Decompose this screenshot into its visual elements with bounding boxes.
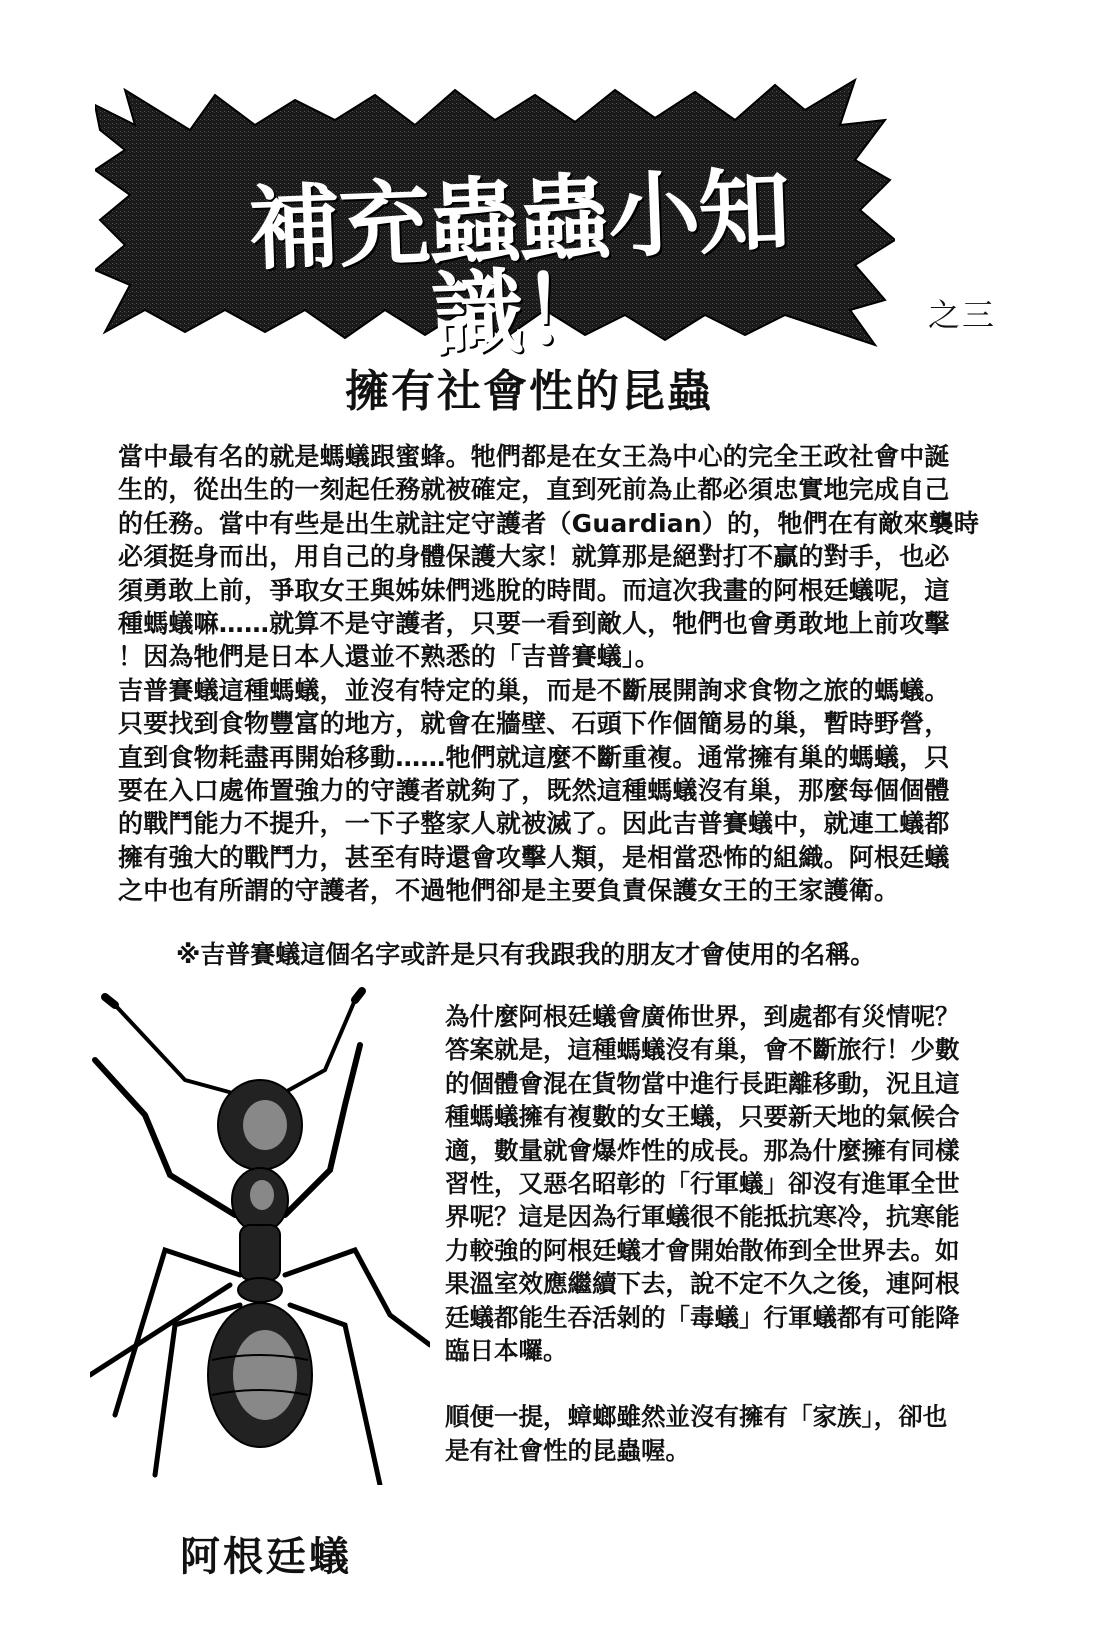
body-line: 擁有強大的戰鬥力，甚至有時還會攻擊人類，是相當恐怖的組織。阿根廷蟻 — [118, 842, 950, 872]
body-line: 的任務。當中有些是出生就註定守護者（Guardian）的，牠們在有敵來襲時 — [118, 508, 980, 538]
side-line: 的個體會混在貨物當中進行長距離移動，況且這 — [445, 1068, 960, 1098]
footnote: ※吉普賽蟻這個名字或許是只有我跟我的朋友才會使用的名稱。 — [176, 940, 876, 969]
body-line: 直到食物耗盡再開始移動……牠們就這麼不斷重複。通常擁有巢的螞蟻，只 — [118, 742, 950, 772]
side-column — [445, 1000, 1015, 1467]
body-line: 要在入口處佈置強力的守護者就夠了，既然這種螞蟻沒有巢，那麼每個個體 — [118, 776, 950, 806]
ant-illustration — [90, 985, 430, 1485]
side-line: 界呢？這是因為行軍蟻很不能抵抗寒冷，抗寒能 — [445, 1202, 960, 1232]
ant-icon — [90, 985, 430, 1485]
side-line: 為什麼阿根廷蟻會廣佈世界，到處都有災情呢？ — [445, 1002, 960, 1031]
side-line: 廷蟻都能生吞活剝的「毒蟻」行軍蟻都有可能降 — [445, 1302, 960, 1332]
body-line: 只要找到食物豐富的地方，就會在牆壁、石頭下作個簡易的巢，暫時野營， — [118, 709, 950, 739]
side-line: 答案就是，這種螞蟻沒有巢，會不斷旅行！少數 — [445, 1035, 960, 1065]
side-line: 種螞蟻擁有複數的女王蟻，只要新天地的氣候合 — [445, 1102, 960, 1132]
body-line: 必須挺身而出，用自己的身體保護大家！就算那是絕對打不贏的對手，也必 — [118, 542, 950, 572]
side-line: 臨日本囉。 — [445, 1336, 568, 1366]
paragraph-gap — [445, 1367, 1015, 1400]
side-line: 力較強的阿根廷蟻才會開始散佈到全世界去。如 — [445, 1235, 960, 1265]
body-line: 生的，從出生的一刻起任務就被確定，直到死前為止都必須忠實地完成自己 — [118, 475, 950, 505]
body-line: 種螞蟻嘛……就算不是守護者，只要一看到敵人，牠們也會勇敢地上前攻擊 — [118, 609, 950, 639]
side-line: 適，數量就會爆炸性的成長。那為什麼擁有同樣 — [445, 1135, 960, 1165]
banner-title: 補充蟲蟲小知識！ — [246, 157, 791, 370]
body-line: 當中最有名的就是螞蟻跟蜜蜂。牠們都是在女王為中心的完全王政社會中誕 — [118, 442, 950, 471]
side-line: 順便一提，蟑螂雖然並沒有擁有「家族」，卻也 — [445, 1402, 948, 1432]
body-line: 須勇敢上前，爭取女王與姊妹們逃脫的時間。而這次我畫的阿根廷蟻呢，這 — [118, 575, 950, 605]
chapter-label: 之三 — [928, 296, 997, 334]
body-line: 之中也有所謂的守護者，不過牠們卻是主要負責保護女王的王家護衛。 — [118, 876, 900, 906]
side-line: 是有社會性的昆蟲喔。 — [445, 1435, 690, 1465]
section-title: 擁有社會性的昆蟲 — [345, 366, 713, 417]
body-line: 吉普賽蟻這種螞蟻，並沒有特定的巢，而是不斷展開詢求食物之旅的螞蟻。 — [118, 675, 950, 705]
body-paragraph — [118, 440, 1008, 908]
side-line: 果溫室效應繼續下去，說不定不久之後，連阿根 — [445, 1269, 960, 1299]
body-line: ！因為牠們是日本人還並不熟悉的「吉普賽蟻」。 — [118, 642, 660, 672]
side-line: 習性，又惡名昭彰的「行軍蟻」卻沒有進軍全世 — [445, 1169, 960, 1199]
title-banner — [95, 70, 895, 370]
illustration-caption: 阿根廷蟻 — [180, 1534, 352, 1580]
body-line: 的戰鬥能力不提升，一下子整家人就被滅了。因此吉普賽蟻中，就連工蟻都 — [118, 809, 950, 839]
